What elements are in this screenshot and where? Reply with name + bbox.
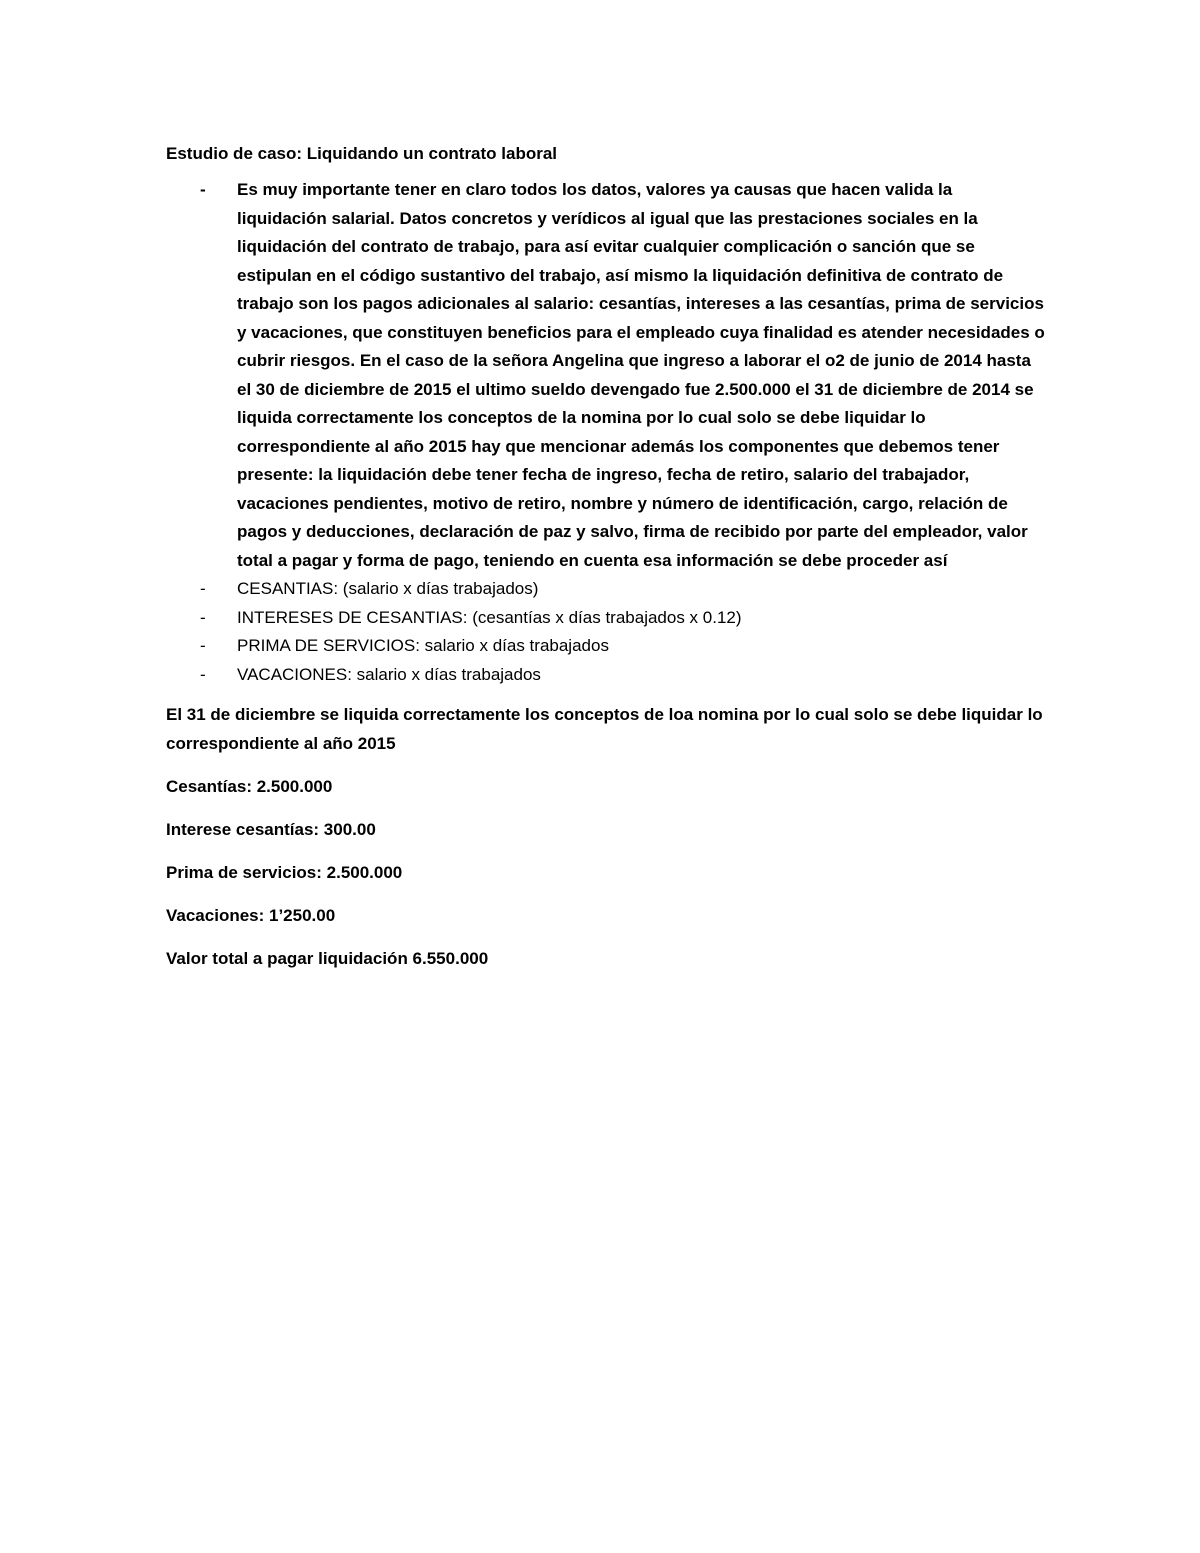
conclusion-paragraph: El 31 de diciembre se liquida correctamente los conceptos de loa nomina por lo cual solo se debe liquidar lo correspondiente al año 2015 (166, 705, 1043, 753)
summary-cesantias: Cesantías: 2.500.000 (166, 777, 333, 796)
bullet-dash: - (200, 579, 206, 598)
bullet-list (166, 176, 1046, 689)
list-item-text: CESANTIAS: (salario x días trabajados) (237, 579, 539, 598)
list-item-prima (166, 632, 1046, 661)
summary-vacaciones: Vacaciones: 1’250.00 (166, 906, 336, 925)
list-item-intereses (166, 604, 1046, 633)
bullet-dash: - (200, 636, 206, 655)
document-body (166, 140, 1046, 973)
document-title: Estudio de caso: Liquidando un contrato laboral (166, 144, 558, 163)
list-item-vacaciones (166, 661, 1046, 690)
list-item-cesantias (166, 575, 1046, 604)
list-item-text: INTERESES DE CESANTIAS: (cesantías x días trabajados x 0.12) (237, 607, 742, 627)
list-item-text: VACACIONES: salario x días trabajados (237, 664, 541, 684)
list-item-text: Es muy importante tener en claro todos los datos, valores ya causas que hacen valida la liquidación salarial. Datos concretos y verídicos al igual que las prestaciones sociales en la liquidación del contrato de trabajo, para así evitar cualquier complicación o sanción que se estipulan en el código sustantivo del trabajo, así mismo la liquidación definitiva de contrato de trabajo son los pagos adicionales al salario: cesantías, intereses a las cesantías, prima de servicios y vacaciones, que constituyen beneficios para el empleado cuya finalidad es atender necesidades o cubrir riesgos. En el caso de la señora Angelina que ingreso a laborar el o2 de junio de 2014 hasta el 30 de diciembre de 2015 el ultimo sueldo devengado fue 2.500.000 el 31 de diciembre de 2014 se liquida correctamente los conceptos de la nomina por lo cual solo se debe liquidar lo correspondiente al año 2015 hay que mencionar además los componentes que debemos tener presente: la liquidación debe tener fecha de ingreso, fecha de retiro, salario del trabajador, vacaciones pendientes, motivo de retiro, nombre y número de identificación, cargo, relación de pagos y deducciones, declaración de paz y salvo, firma de recibido por parte del empleador, valor total a pagar y forma de pago, teniendo en cuenta esa información se debe proceder así (237, 180, 1045, 570)
summary-intereses: Interese cesantías: 300.00 (166, 820, 376, 839)
summary-total: Valor total a pagar liquidación 6.550.000 (166, 949, 489, 968)
list-item-text: PRIMA DE SERVICIOS: salario x días trabajados (237, 636, 609, 655)
bullet-dash: - (200, 180, 206, 199)
bullet-dash: - (200, 664, 206, 684)
list-item-intro (166, 176, 1046, 575)
bullet-dash: - (200, 607, 206, 627)
summary-prima: Prima de servicios: 2.500.000 (166, 863, 403, 882)
